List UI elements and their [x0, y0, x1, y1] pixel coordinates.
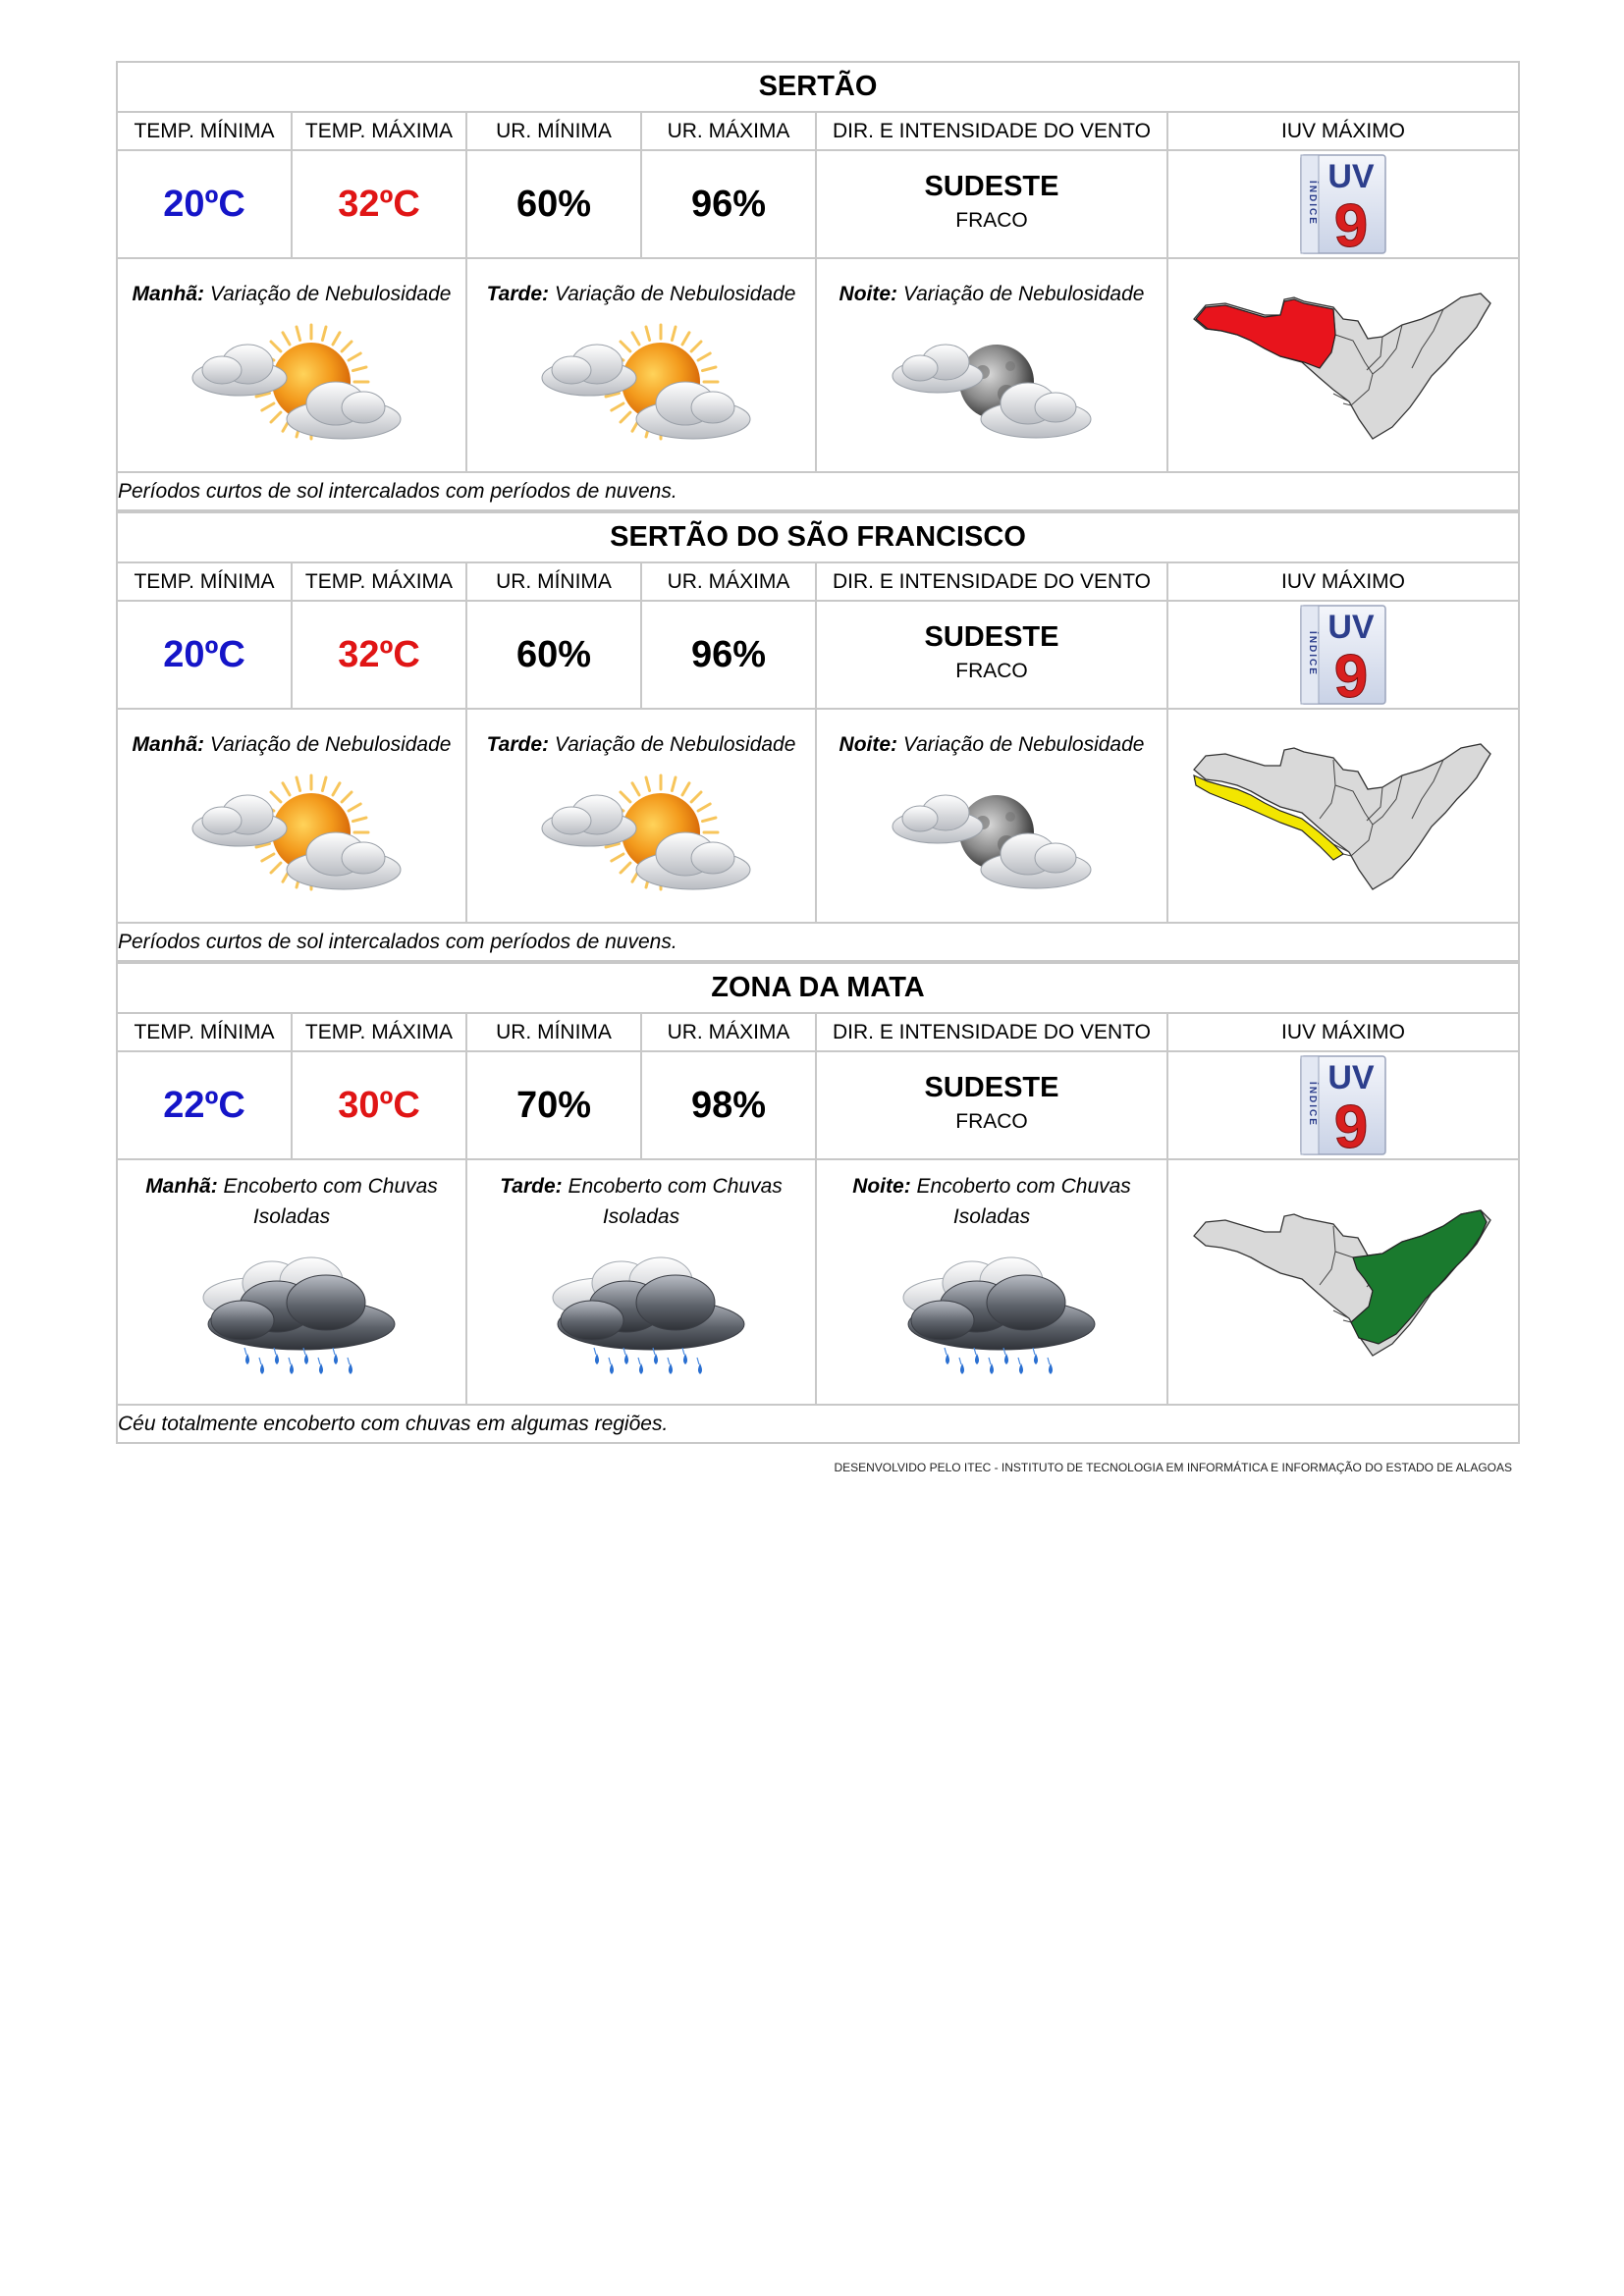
header-uv: IUV MÁXIMO — [1167, 562, 1519, 601]
uv-index-badge — [1300, 605, 1386, 705]
wind-direction: SUDESTE — [924, 620, 1059, 653]
morning-label: Manhã: — [145, 1174, 218, 1198]
morning-forecast — [117, 258, 466, 472]
wind-direction: SUDESTE — [924, 170, 1059, 202]
region-description: Períodos curtos de sol intercalados com períodos de nuvens. — [117, 923, 1519, 961]
wind-intensity: FRACO — [955, 1109, 1028, 1133]
partly-cloudy-day-icon — [467, 321, 815, 454]
uv-badge-uv-label: UV — [1327, 1059, 1375, 1096]
afternoon-forecast — [466, 258, 816, 472]
night-forecast — [816, 709, 1167, 923]
header-hum-max: UR. MÁXIMA — [641, 112, 816, 150]
temp-min-value: 20ºC — [163, 633, 245, 675]
uv-index-badge — [1300, 154, 1386, 254]
night-label: Noite: — [839, 733, 898, 756]
afternoon-condition: Variação de Nebulosidade — [554, 283, 796, 305]
partly-cloudy-day-icon — [467, 772, 815, 904]
morning-label: Manhã: — [132, 283, 205, 305]
header-temp-min: TEMP. MÍNIMA — [117, 1013, 292, 1051]
afternoon-label: Tarde: — [486, 733, 549, 756]
wind-intensity: FRACO — [955, 208, 1028, 232]
uv-badge-top-label: ÍNDICE — [1307, 181, 1319, 226]
morning-condition: Encoberto com Chuvas Isoladas — [223, 1174, 438, 1228]
partly-cloudy-night-icon — [817, 321, 1166, 454]
uv-index-badge — [1300, 1055, 1386, 1155]
region-map — [1186, 1197, 1500, 1363]
region-map — [1186, 730, 1500, 897]
header-hum-max: UR. MÁXIMA — [641, 562, 816, 601]
footer-credit: DESENVOLVIDO PELO ITEC - INSTITUTO DE TECNOLOGIA EM INFORMÁTICA E INFORMAÇÃO DO ESTADO DE ALAGOAS — [834, 1461, 1512, 1474]
header-temp-min: TEMP. MÍNIMA — [117, 562, 292, 601]
region-map-cell — [1167, 258, 1519, 472]
region-table — [116, 962, 1520, 1444]
temp-max-value: 32ºC — [338, 633, 420, 675]
header-temp-min: TEMP. MÍNIMA — [117, 112, 292, 150]
uv-badge-top-label: ÍNDICE — [1307, 631, 1319, 676]
header-uv: IUV MÁXIMO — [1167, 112, 1519, 150]
hum-min-value: 60% — [515, 183, 592, 225]
morning-condition: Variação de Nebulosidade — [209, 733, 452, 756]
night-condition: Variação de Nebulosidade — [902, 283, 1145, 305]
wind-intensity: FRACO — [955, 659, 1028, 682]
uv-badge-value: 9 — [1333, 643, 1369, 705]
header-temp-max: TEMP. MÁXIMA — [292, 562, 466, 601]
afternoon-condition: Variação de Nebulosidade — [554, 733, 796, 756]
header-hum-max: UR. MÁXIMA — [641, 1013, 816, 1051]
uv-index-cell — [1167, 601, 1519, 709]
region-map-cell — [1167, 1159, 1519, 1405]
temp-min-value: 22ºC — [163, 1084, 245, 1126]
region-title: SERTÃO DO SÃO FRANCISCO — [117, 512, 1519, 562]
morning-condition: Variação de Nebulosidade — [209, 283, 452, 305]
uv-index-cell — [1167, 1051, 1519, 1159]
night-forecast — [816, 258, 1167, 472]
header-temp-max: TEMP. MÁXIMA — [292, 1013, 466, 1051]
afternoon-condition: Encoberto com Chuvas Isoladas — [568, 1174, 783, 1228]
region-map-cell — [1167, 709, 1519, 923]
region-title: ZONA DA MATA — [117, 963, 1519, 1013]
hum-max-value: 96% — [690, 183, 767, 225]
hum-max-value: 96% — [690, 633, 767, 675]
header-wind: DIR. E INTENSIDADE DO VENTO — [816, 562, 1167, 601]
night-label: Noite: — [852, 1174, 911, 1198]
forecast-sheet — [116, 61, 1518, 1444]
hum-min-value: 60% — [515, 633, 592, 675]
header-hum-min: UR. MÍNIMA — [466, 562, 641, 601]
temp-min-value: 20ºC — [163, 183, 245, 225]
night-condition: Variação de Nebulosidade — [902, 733, 1145, 756]
uv-index-cell — [1167, 150, 1519, 258]
header-hum-min: UR. MÍNIMA — [466, 1013, 641, 1051]
hum-min-value: 70% — [515, 1084, 592, 1126]
region-map — [1186, 280, 1500, 447]
uv-badge-value: 9 — [1333, 192, 1369, 254]
morning-forecast — [117, 709, 466, 923]
morning-label: Manhã: — [132, 733, 205, 756]
uv-badge-value: 9 — [1333, 1094, 1369, 1155]
uv-badge-uv-label: UV — [1327, 158, 1375, 195]
uv-badge-top-label: ÍNDICE — [1307, 1082, 1318, 1127]
header-wind: DIR. E INTENSIDADE DO VENTO — [816, 112, 1167, 150]
afternoon-forecast — [466, 709, 816, 923]
morning-forecast — [117, 1159, 466, 1405]
header-wind: DIR. E INTENSIDADE DO VENTO — [816, 1013, 1167, 1051]
afternoon-label: Tarde: — [500, 1174, 563, 1198]
header-uv: IUV MÁXIMO — [1167, 1013, 1519, 1051]
hum-max-value: 98% — [690, 1084, 767, 1126]
region-highlight — [1351, 1210, 1487, 1344]
region-table — [116, 61, 1520, 511]
night-forecast — [816, 1159, 1167, 1405]
temp-max-value: 32ºC — [338, 183, 420, 225]
afternoon-forecast — [466, 1159, 816, 1405]
region-description: Céu totalmente encoberto com chuvas em algumas regiões. — [117, 1405, 1519, 1443]
night-label: Noite: — [839, 283, 898, 305]
region-highlight — [1196, 299, 1335, 368]
partly-cloudy-day-icon — [118, 772, 465, 904]
night-condition: Encoberto com Chuvas Isoladas — [916, 1174, 1131, 1228]
partly-cloudy-day-icon — [118, 321, 465, 454]
temp-max-value: 30ºC — [338, 1084, 420, 1126]
region-table — [116, 511, 1520, 962]
region-title: SERTÃO — [117, 62, 1519, 112]
overcast-rain-icon — [817, 1244, 1166, 1396]
partly-cloudy-night-icon — [817, 772, 1166, 904]
afternoon-label: Tarde: — [486, 283, 549, 305]
header-temp-max: TEMP. MÁXIMA — [292, 112, 466, 150]
header-hum-min: UR. MÍNIMA — [466, 112, 641, 150]
region-description: Períodos curtos de sol intercalados com períodos de nuvens. — [117, 472, 1519, 510]
overcast-rain-icon — [467, 1244, 815, 1396]
uv-badge-uv-label: UV — [1327, 609, 1375, 646]
overcast-rain-icon — [118, 1244, 465, 1396]
wind-direction: SUDESTE — [924, 1071, 1059, 1103]
